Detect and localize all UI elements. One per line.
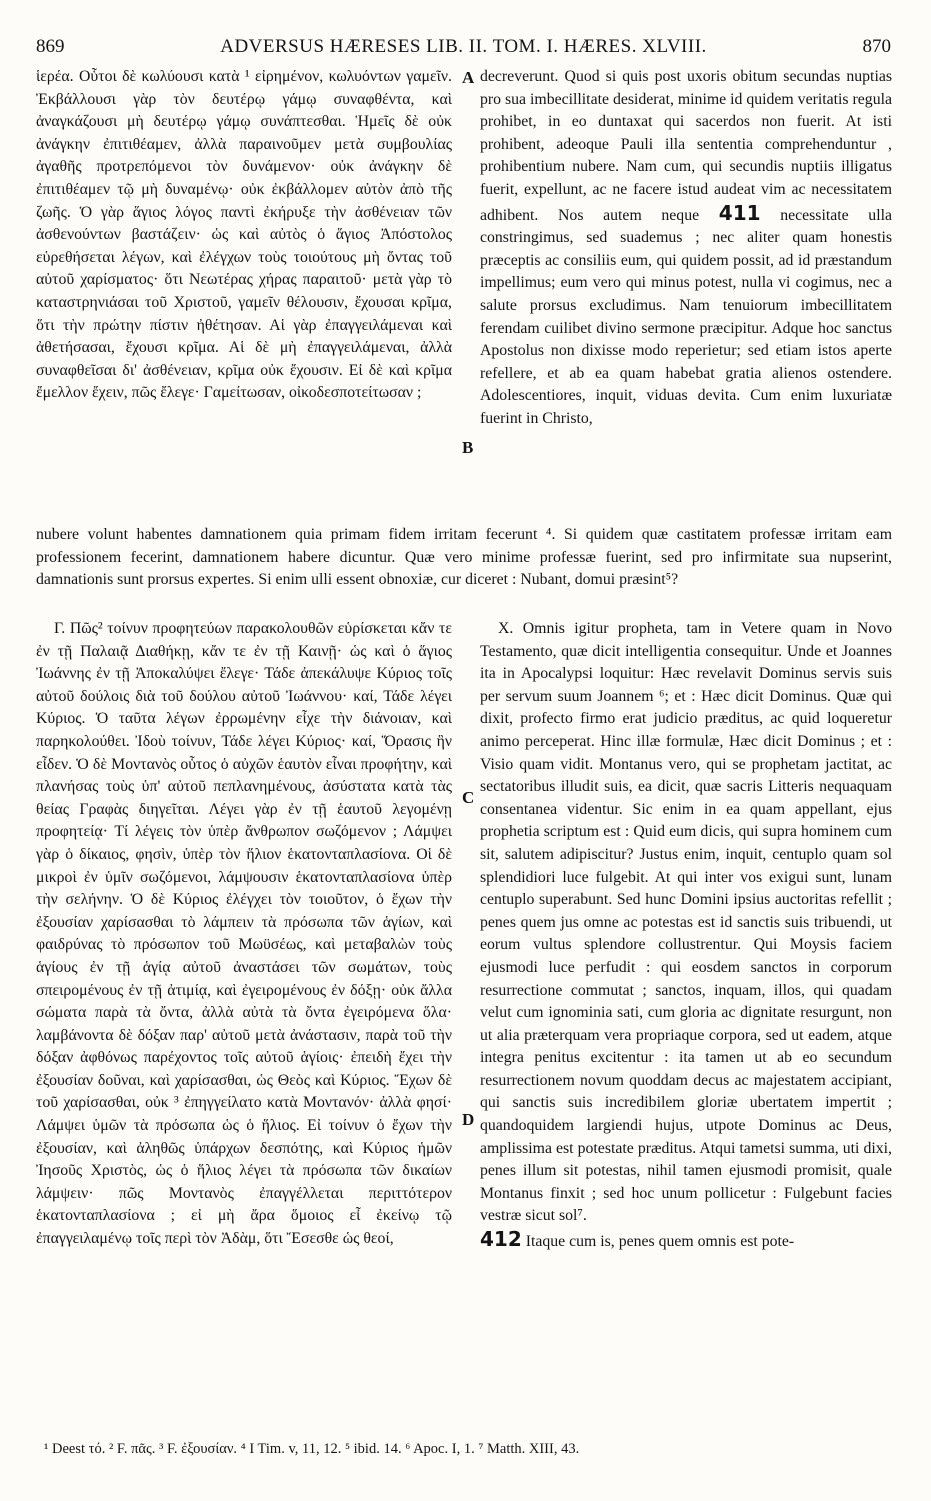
column-number-412: 412 xyxy=(480,1227,522,1252)
latin-paragraph-bottom: X. Omnis igitur propheta, tam in Vetere quam in Novo Testamento, quæ dicit intelligentia consequitur. Unde et Joannes ita in Apocalypsi loquitur: Hæc revelavit Dominus servis suis per servum suum Joannem ⁶; et : Hæc dicit Dominus. Quæ qui dixit, profecto firmo erat judicio præditus, ac quid loqueretur animo perceperat. Hinc illæ formulæ, Hæc dicit Dominus ; et : Visio quam vidit. Montanus vero, qui se prophetam jactitat, ac sectatoribus illudit suis, ea dicit, quæ sacris Litteris nequaquam consentanea videntur. Sic enim in ea quam appellant, ejus prophetia scriptum est : Quid eum dicis, qui supra hominem cum sit, salutem adipiscitur? Justus enim, inquit, centuplo quam sol splendidiori luce fulgebit. At qui inter vos exigui sunt, lunam centuplo superabunt. Sed hunc Domini ipsius auctoritas refellit ; penes quem jus omne ac potestas est id sanctis suis tribuendi, ut eorum vultus splendore collustrentur. Qui Moysis faciem ejusmodi luce perfudit : qui eosdem sanctos in corporum resurrectione commutat ; sanctos, inquam, illos, qui quadam velut cum ignominia sati, cum gloria ac dignitate resurgunt, non ut alia præterquam vera propriaque corpora, sed ut eadem, atque integra penitus excitentur : ita tamen ut ab eo secundum resurrectionem novum quoddam decus ac majestatem accipiant, qui sanctis suis incredibilem gloriæ ubertatem impertit ; quandoquidem largiendi hujus, utpote Dominus ac Deus, amplissima est potestate præditus. Atqui tametsi summa, uti dixi, penes illum sit potestas, nihil tamen ejusmodi promisit, quale Montanus finxit ; sed hoc unum pollicetur : Fulgebunt facies vestræ sicut sol⁷. xyxy=(480,620,892,1225)
latin-paragraph-top xyxy=(480,66,892,431)
running-title: ADVERSUS HÆRESES LIB. II. TOM. I. HÆRES. XLVIII. xyxy=(220,36,707,57)
latin-last-line: Itaque cum is, penes quem omnis est pote- xyxy=(525,1233,795,1251)
column-number-411: 411 xyxy=(718,200,761,225)
full-width-paragraph xyxy=(36,524,892,616)
margin-marker-c: C xyxy=(462,788,475,807)
latin-text-before: decreverunt. Quod si quis post uxoris obitum secundas nuptias pro sua imbecillitate desiderat, minime id quidem veritatis regula prohibet, in eo duntaxat qui sacerdos non fuerit. At isti prohibent, adeoque Pauli illa sententia comprehenduntur , prohibentium nubere. Nam cum, qui secundis nuptiis illigatus fuerit, expellunt, ac ne facere istud audeat vim ac necessitatem adhibent. Nos autem neque xyxy=(480,68,892,224)
greek-paragraph-bottom: Γ. Πῶς² τοίνυν προφητεύων παρακολουθῶν εὑρίσκεται κἄν τε ἐν τῇ Παλαιᾷ Διαθήκῃ, κἄν τε ἐν τῇ Καινῇ· ὡς καὶ ὁ ἅγιος Ἰωάννης ἐν τῇ Ἀποκαλύψει ἔλεγε· Τάδε ἀπεκάλυψε Κύριος τοῖς αὐτοῦ δούλοις διὰ τοῦ δούλου αὐτοῦ Ἰωάννου· καί, Τάδε λέγει Κύριος. Ὁ ταῦτα λέγων ἐρρωμένην εἶχε τὴν διάνοιαν, καὶ παρηκολούθει. Ἰδοὺ τοίνυν, Τάδε λέγει Κύριος· καί, Ὅρασις ἣν εἶδεν. Ὁ δὲ Μοντανὸς οὗτος ὁ αὐχῶν ἑαυτὸν εἶναι προφήτην, καὶ πλανήσας τοὺς ὑπ' αὐτοῦ πεπλανημένους, ἀσύστατα κατὰ τὰς θείας Γραφὰς διηγεῖται. Λέγει γὰρ ἐν τῇ ἑαυτοῦ λεγομένῃ προφητείᾳ· Τί λέγεις τὸν ὑπὲρ ἄνθρωπον σωζόμενον ; Λάμψει γὰρ ὁ δίκαιος, φησὶν, ὑπὲρ τὸν ἥλιον ἑκατονταπλασίονα. Οἱ δὲ μικροὶ ἐν ὑμῖν σωζόμενοι, λάμψουσιν ἑκατονταπλασίονα ὑπὲρ τὴν σελήνην. Ὁ δὲ Κύριος ἐλέγχει τὸν τοιοῦτον, ὁ ἔχων τὴν ἐξουσίαν χαρίσασθαι τὸ λάμπειν τὰ πρόσωπα τῶν ἁγίων, καὶ φαιδρύνας τὸ πρόσωπον τοῦ Μωϋσέως, καὶ μεταβαλὼν τοὺς ἁγίους ἐν τῇ ἁγίᾳ αὐτοῦ ἀναστάσει τῶν σωμάτων, τοὺς σπειρομένους ἐν τῇ ἀτιμίᾳ, καὶ ἐγειρομένους ἐν δόξῃ· οὐκ ἄλλα σώματα παρὰ τὰ ὄντα, ἀλλὰ αὐτὰ τὰ ὄντα ἐγειρόμενα ὅλα· λαμβάνοντα δὲ δόξαν παρ' αὐτοῦ μετὰ ἀνάστασιν, παρὰ τοῦ τὴν δόξαν ἀφθόνως παρέχοντος τοῖς αὐτοῦ ἁγίοις· ἐπειδὴ ἔχει τὴν ἐξουσίαν δοῦναι, καὶ χαρίσασθαι, ὡς Θεὸς καὶ Κύριος. Ἔχων δὲ τοῦ χαρίσασθαι, οὐκ ³ ἐπηγγείλατο κατὰ Μοντανόν· ἀλλὰ φησί· Λάμψει ὑμῶν τὰ πρόσωπα ὡς ὁ ἥλιος. Εἰ τοίνυν ὁ ἔχων τὴν ἐξουσίαν, καὶ ἀληθῶς ὑπάρχων δεσπότης, καὶ Κύριος ἡμῶν Ἰησοῦς Χριστὸς, ὡς ὁ ἥλιος λέγει τὰ πρόσωπα τῶν δικαίων λάμψειν· πῶς Μοντανὸς ἐπαγγέλλεται περιττότερον ἑκατονταπλασίονα ; εἰ μὴ ἄρα ὅμοιος εἶ ἐκείνῳ τῷ ἐπαγγειλαμένῳ τοῖς περὶ τὸν Ἀδὰμ, ὅτι Ἔσεσθε ὡς θεοί, xyxy=(36,620,452,1248)
margin-marker-b: B xyxy=(462,438,474,457)
margin-marker-d: D xyxy=(462,1110,475,1129)
margin-marker-a: A xyxy=(462,68,475,87)
greek-column-bottom xyxy=(36,618,452,1434)
running-header xyxy=(36,36,891,66)
page-number-right: 870 xyxy=(862,36,891,57)
greek-paragraph-top: ἱερέα. Οὗτοι δὲ κωλύουσι κατὰ ¹ εἰρημένον, κωλυόντων γαμεῖν. Ἐκβάλλουσι γὰρ τὸν δευτέρῳ γάμῳ συναφθέντα, καὶ ἀναγκάζουσι μὴ δευτέρῳ γάμῳ συνάπτεσθαι. Ἡμεῖς δὲ οὐκ ἀνάγκην ἐπιτιθέαμεν, ἀλλὰ παραινοῦμεν μετὰ συμβουλίας ἀγαθῆς προτρεπόμενοι τὸν δυνάμενον· οὐκ ἀνάγκην δὲ ἐπιτιθέαμεν τῷ μὴ δυναμένῳ· οὐκ ἐκβάλλομεν αὐτὸν ἀπὸ τῆς ζωῆς. Ὁ γὰρ ἅγιος λόγος παντὶ ἐκήρυξε τὴν ἀσθένειαν τῶν ἀσθενούντων βαστάζειν· ὡς καὶ αὐτὸς ὁ ἅγιος Ἀπόστολος εὑρεθήσεται λέγων, καὶ ἐλέγχων τοὺς τοιούτους μὴ ὄντας τοῦ αὐτοῦ χαρίσματος· ὅτι Νεωτέρας χήρας παραιτοῦ· μετὰ γὰρ τὸ καταστρηνιάσαι τοῦ Χριστοῦ, γαμεῖν θέλουσιν, ἔχουσαι κρῖμα, ὅτι τὴν πρώτην πίστιν ἠθέτησαν. Αἱ γὰρ ἐπαγγειλάμεναι καὶ ἀθετήσασαι, ἔχουσι κρῖμα. Αἱ δὲ μὴ ἐπαγγειλάμεναι, ἀλλὰ συναφθεῖσαι δι' ἀσθένειαν, κρῖμα οὐκ ἔχουσιν. Εἰ δὲ καὶ κρῖμα ἔμελλον ἔχειν, πῶς ἔλεγε· Γαμείτωσαν, οἰκοδεσποτείτωσαν ; xyxy=(36,68,452,402)
bridging-text: nubere volunt habentes damnationem quia primam fidem irritam fecerunt ⁴. Si quidem quæ castitatem professæ irritam eam professionem fecerint, damnationem habere dicuntur. Quæ vero minime professæ fuerint, sed pro infirmitate sua nupserint, damnationis sunt prorsus expertes. Si enim ulli essent obnoxiæ, cur diceret : Nubant, domui præsint⁵? xyxy=(36,526,892,589)
footnotes: ¹ Deest τό. ² F. πᾶς. ³ F. ἐξουσίαν. ⁴ I Tim. v, 11, 12. ⁵ ibid. 14. ⁶ Apoc. I, 1. ⁷ Matth. XIII, 43. xyxy=(44,1441,580,1457)
page-number-left: 869 xyxy=(36,36,65,57)
latin-column-bottom xyxy=(480,618,892,1434)
latin-text-after: necessitate ulla constringimus, sed suademus ; nec aliter quam honestis præceptis ac consiliis eum, qui quidem possit, ad id præstandum impellimus; eum vero qui minus potest, nulla vi cogimus, nec a salute prorsus excludimus. Nam tenuiorum imbecillitatem ferendam cuilibet divino sermone præcipitur. Adque hoc sanctus Apostolus non dixisse modo reperietur; sed etiam istos aperte refellere, et ab ea quam habebat gratia alienos ostendere. Adolescentiores, inquit, viduas devita. Cum enim luxuriatæ fuerint in Christo, xyxy=(480,206,892,427)
latin-paragraph-last xyxy=(480,1228,892,1254)
greek-column-top xyxy=(36,66,452,520)
latin-column-top xyxy=(480,66,892,520)
